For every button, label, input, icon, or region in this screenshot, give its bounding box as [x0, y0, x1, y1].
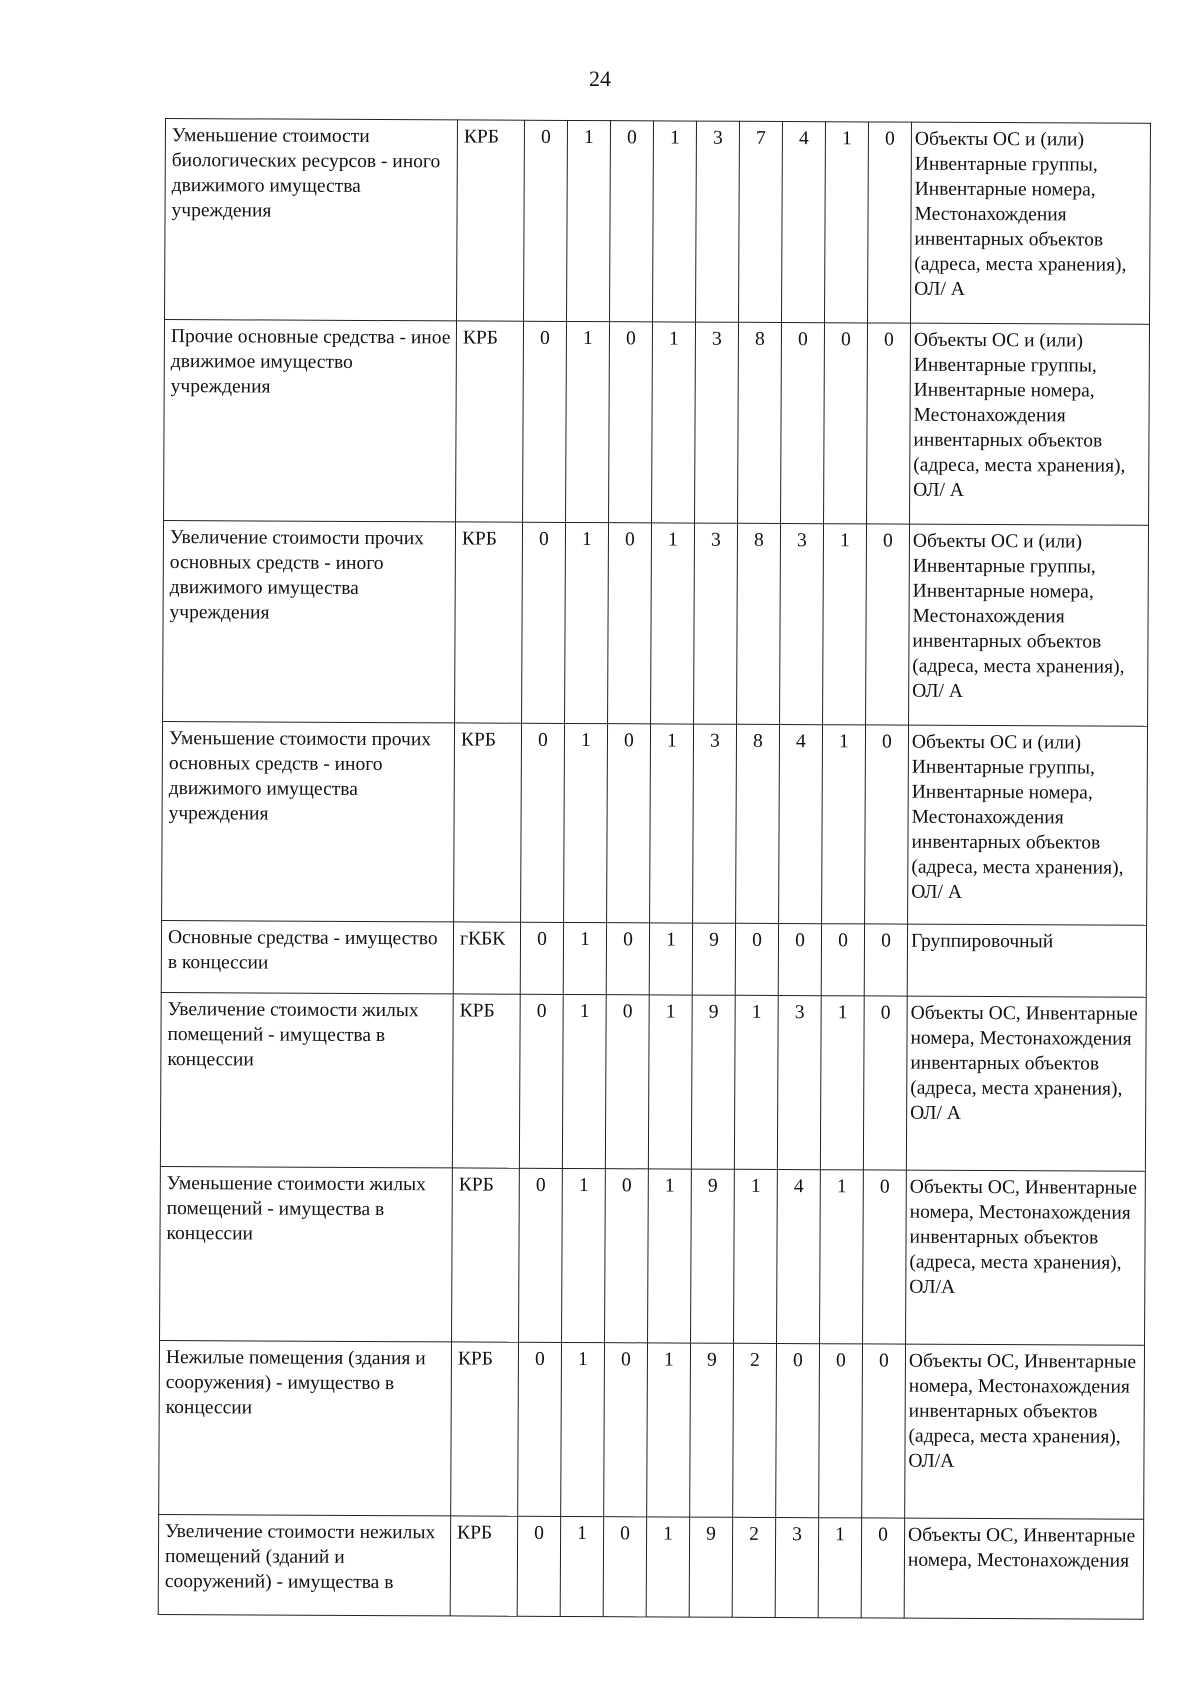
table-row — [159, 1340, 1145, 1519]
account-code-digit: 9 — [690, 1343, 734, 1517]
analytics-cell: Объекты ОС, Инвентарные номера, Местонахождения инвентарных объектов (адреса, места хранения), ОЛ/А — [906, 1170, 1146, 1345]
account-code-digit: 3 — [775, 1518, 818, 1618]
account-name-cell: Уменьшение стоимости жилых помещений - имущества в концессии — [160, 1166, 453, 1341]
account-code-digit: 4 — [779, 725, 823, 924]
account-code-digit: 0 — [608, 523, 652, 724]
account-code-digit: 1 — [734, 995, 778, 1169]
account-code-digit: 9 — [689, 1517, 732, 1617]
account-code-digit: 0 — [735, 923, 778, 995]
account-code-digit: 1 — [567, 120, 611, 321]
account-type-cell: КРБ — [455, 522, 523, 723]
account-code-digit: 1 — [822, 725, 866, 924]
account-name-cell: Уменьшение стоимости биологических ресурсов - иного движимого имущества учреждения — [165, 119, 458, 321]
account-code-digit: 1 — [560, 1516, 603, 1616]
account-code-digit: 1 — [647, 1343, 691, 1517]
table-row — [163, 520, 1149, 726]
account-code-digit: 0 — [524, 120, 568, 321]
account-code-digit: 0 — [866, 524, 910, 725]
account-name-cell: Уменьшение стоимости прочих основных средств - иного движимого имущества учреждения — [162, 721, 455, 921]
account-code-digit: 2 — [732, 1517, 775, 1617]
account-code-digit: 1 — [820, 1170, 864, 1344]
analytics-cell: Объекты ОС и (или) Инвентарные группы, Инвентарные номера, Местонахождения инвентарных объектов (адреса, места хранения), ОЛ/ А — [909, 524, 1149, 726]
account-code-digit: 0 — [607, 724, 651, 923]
account-code-digit: 3 — [694, 523, 738, 724]
account-type-cell: КРБ — [451, 1342, 519, 1516]
account-code-digit: 0 — [863, 1170, 907, 1344]
analytics-cell: Группировочный — [907, 924, 1146, 997]
account-code-digit: 0 — [776, 1344, 820, 1518]
account-code-digit: 1 — [561, 1342, 605, 1516]
account-code-digit: 0 — [519, 1168, 563, 1342]
account-code-digit: 0 — [519, 994, 563, 1168]
table-row — [162, 721, 1148, 925]
analytics-cell: Объекты ОС, Инвентарные номера, Местонахождения инвентарных объектов (адреса, места хранения), ОЛ/А — [905, 1344, 1145, 1519]
account-type-cell: КРБ — [452, 1168, 520, 1342]
account-type-cell: КРБ — [456, 321, 524, 522]
account-code-digit: 9 — [691, 995, 735, 1169]
account-code-digit: 0 — [523, 321, 567, 522]
account-code-digit: 1 — [649, 923, 692, 995]
account-type-cell: КРБ — [450, 1516, 517, 1616]
page-number: 24 — [589, 66, 611, 91]
account-code-digit: 8 — [738, 322, 782, 523]
table-row — [161, 920, 1146, 997]
account-type-cell: КРБ — [452, 994, 520, 1168]
analytics-cell: Объекты ОС и (или) Инвентарные группы, Инвентарные номера, Местонахождения инвентарных объектов (адреса, места хранения), ОЛ/ А — [908, 725, 1148, 925]
account-code-digit: 3 — [780, 524, 824, 725]
account-name-cell: Увеличение стоимости жилых помещений - имущества в концессии — [160, 992, 453, 1167]
account-code-digit: 3 — [777, 996, 821, 1170]
account-name-cell: Основные средства - имущество в концессии — [161, 920, 453, 993]
accounts-table — [158, 118, 1151, 1620]
account-code-digit: 1 — [650, 724, 694, 923]
account-code-digit: 8 — [737, 523, 781, 724]
account-code-digit: 1 — [820, 996, 864, 1170]
account-code-digit: 1 — [562, 994, 606, 1168]
account-type-cell: гКБК — [453, 922, 520, 994]
account-code-digit: 1 — [565, 522, 609, 723]
account-code-digit: 1 — [653, 121, 697, 322]
account-code-digit: 1 — [562, 1168, 606, 1342]
account-code-digit: 0 — [522, 522, 566, 723]
account-code-digit: 0 — [863, 996, 907, 1170]
account-code-digit: 4 — [782, 122, 826, 323]
table-row — [160, 992, 1146, 1171]
account-code-digit: 0 — [604, 1343, 648, 1517]
account-code-digit: 1 — [652, 322, 696, 523]
account-code-digit: 0 — [605, 995, 649, 1169]
account-code-digit: 0 — [862, 1344, 906, 1518]
account-code-digit: 9 — [692, 923, 735, 995]
account-code-digit: 1 — [823, 524, 867, 725]
account-code-digit: 0 — [819, 1344, 863, 1518]
table-body — [158, 119, 1150, 1620]
account-code-digit: 0 — [603, 1517, 646, 1617]
account-code-digit: 1 — [564, 723, 608, 922]
account-code-digit: 1 — [651, 523, 695, 724]
account-code-digit: 0 — [521, 723, 565, 922]
account-code-digit: 0 — [824, 323, 868, 524]
account-code-digit: 0 — [867, 323, 911, 524]
account-code-digit: 0 — [517, 1516, 560, 1616]
account-code-digit: 1 — [825, 122, 869, 323]
account-code-digit: 0 — [868, 122, 912, 323]
table-row — [160, 1166, 1146, 1345]
account-code-digit: 0 — [861, 1518, 904, 1618]
account-code-digit: 1 — [648, 1169, 692, 1343]
account-name-cell: Увеличение стоимости прочих основных средств - иного движимого имущества учреждения — [163, 520, 456, 722]
account-code-digit: 0 — [605, 1169, 649, 1343]
account-code-digit: 3 — [693, 724, 737, 923]
account-code-digit: 3 — [696, 121, 740, 322]
account-code-digit: 0 — [520, 922, 563, 994]
account-code-digit: 1 — [648, 995, 692, 1169]
account-code-digit: 4 — [777, 1170, 821, 1344]
account-type-cell: КРБ — [454, 723, 522, 922]
account-code-digit: 0 — [821, 924, 864, 996]
analytics-cell: Объекты ОС, Инвентарные номера, Местонахождения — [904, 1518, 1143, 1619]
account-code-digit: 0 — [778, 924, 821, 996]
account-name-cell: Прочие основные средства - иное движимое имущество учреждения — [164, 320, 457, 522]
account-code-digit: 0 — [609, 322, 653, 523]
account-code-digit: 0 — [864, 924, 907, 996]
account-name-cell: Нежилые помещения (здания и сооружения) - имущество в концессии — [159, 1340, 452, 1515]
account-code-digit: 9 — [691, 1169, 735, 1343]
account-code-digit: 7 — [739, 121, 783, 322]
account-code-digit: 1 — [563, 922, 606, 994]
account-code-digit: 2 — [733, 1343, 777, 1517]
account-name-cell: Увеличение стоимости нежилых помещений (зданий и сооружений) - имущества в — [158, 1514, 450, 1615]
account-code-digit: 8 — [736, 724, 780, 923]
account-code-digit: 0 — [606, 923, 649, 995]
account-code-digit: 1 — [566, 321, 610, 522]
account-code-digit: 0 — [610, 121, 654, 322]
analytics-cell: Объекты ОС, Инвентарные номера, Местонахождения инвентарных объектов (адреса, места хранения), ОЛ/ А — [906, 996, 1146, 1171]
table-row — [158, 1514, 1143, 1619]
analytics-cell: Объекты ОС и (или) Инвентарные группы, Инвентарные номера, Местонахождения инвентарных объектов (адреса, места хранения), ОЛ/ А — [910, 323, 1150, 525]
analytics-cell: Объекты ОС и (или) Инвентарные группы, Инвентарные номера, Местонахождения инвентарных объектов (адреса, места хранения), ОЛ/ А — [911, 122, 1151, 324]
account-type-cell: КРБ — [457, 120, 525, 321]
account-code-digit: 0 — [781, 323, 825, 524]
table-row — [164, 320, 1150, 526]
account-code-digit: 0 — [518, 1342, 562, 1516]
table-row — [165, 119, 1151, 325]
account-code-digit: 0 — [865, 725, 909, 924]
account-code-digit: 1 — [734, 1169, 778, 1343]
account-code-digit: 3 — [695, 322, 739, 523]
account-code-digit: 1 — [646, 1517, 689, 1617]
account-code-digit: 1 — [818, 1518, 861, 1618]
